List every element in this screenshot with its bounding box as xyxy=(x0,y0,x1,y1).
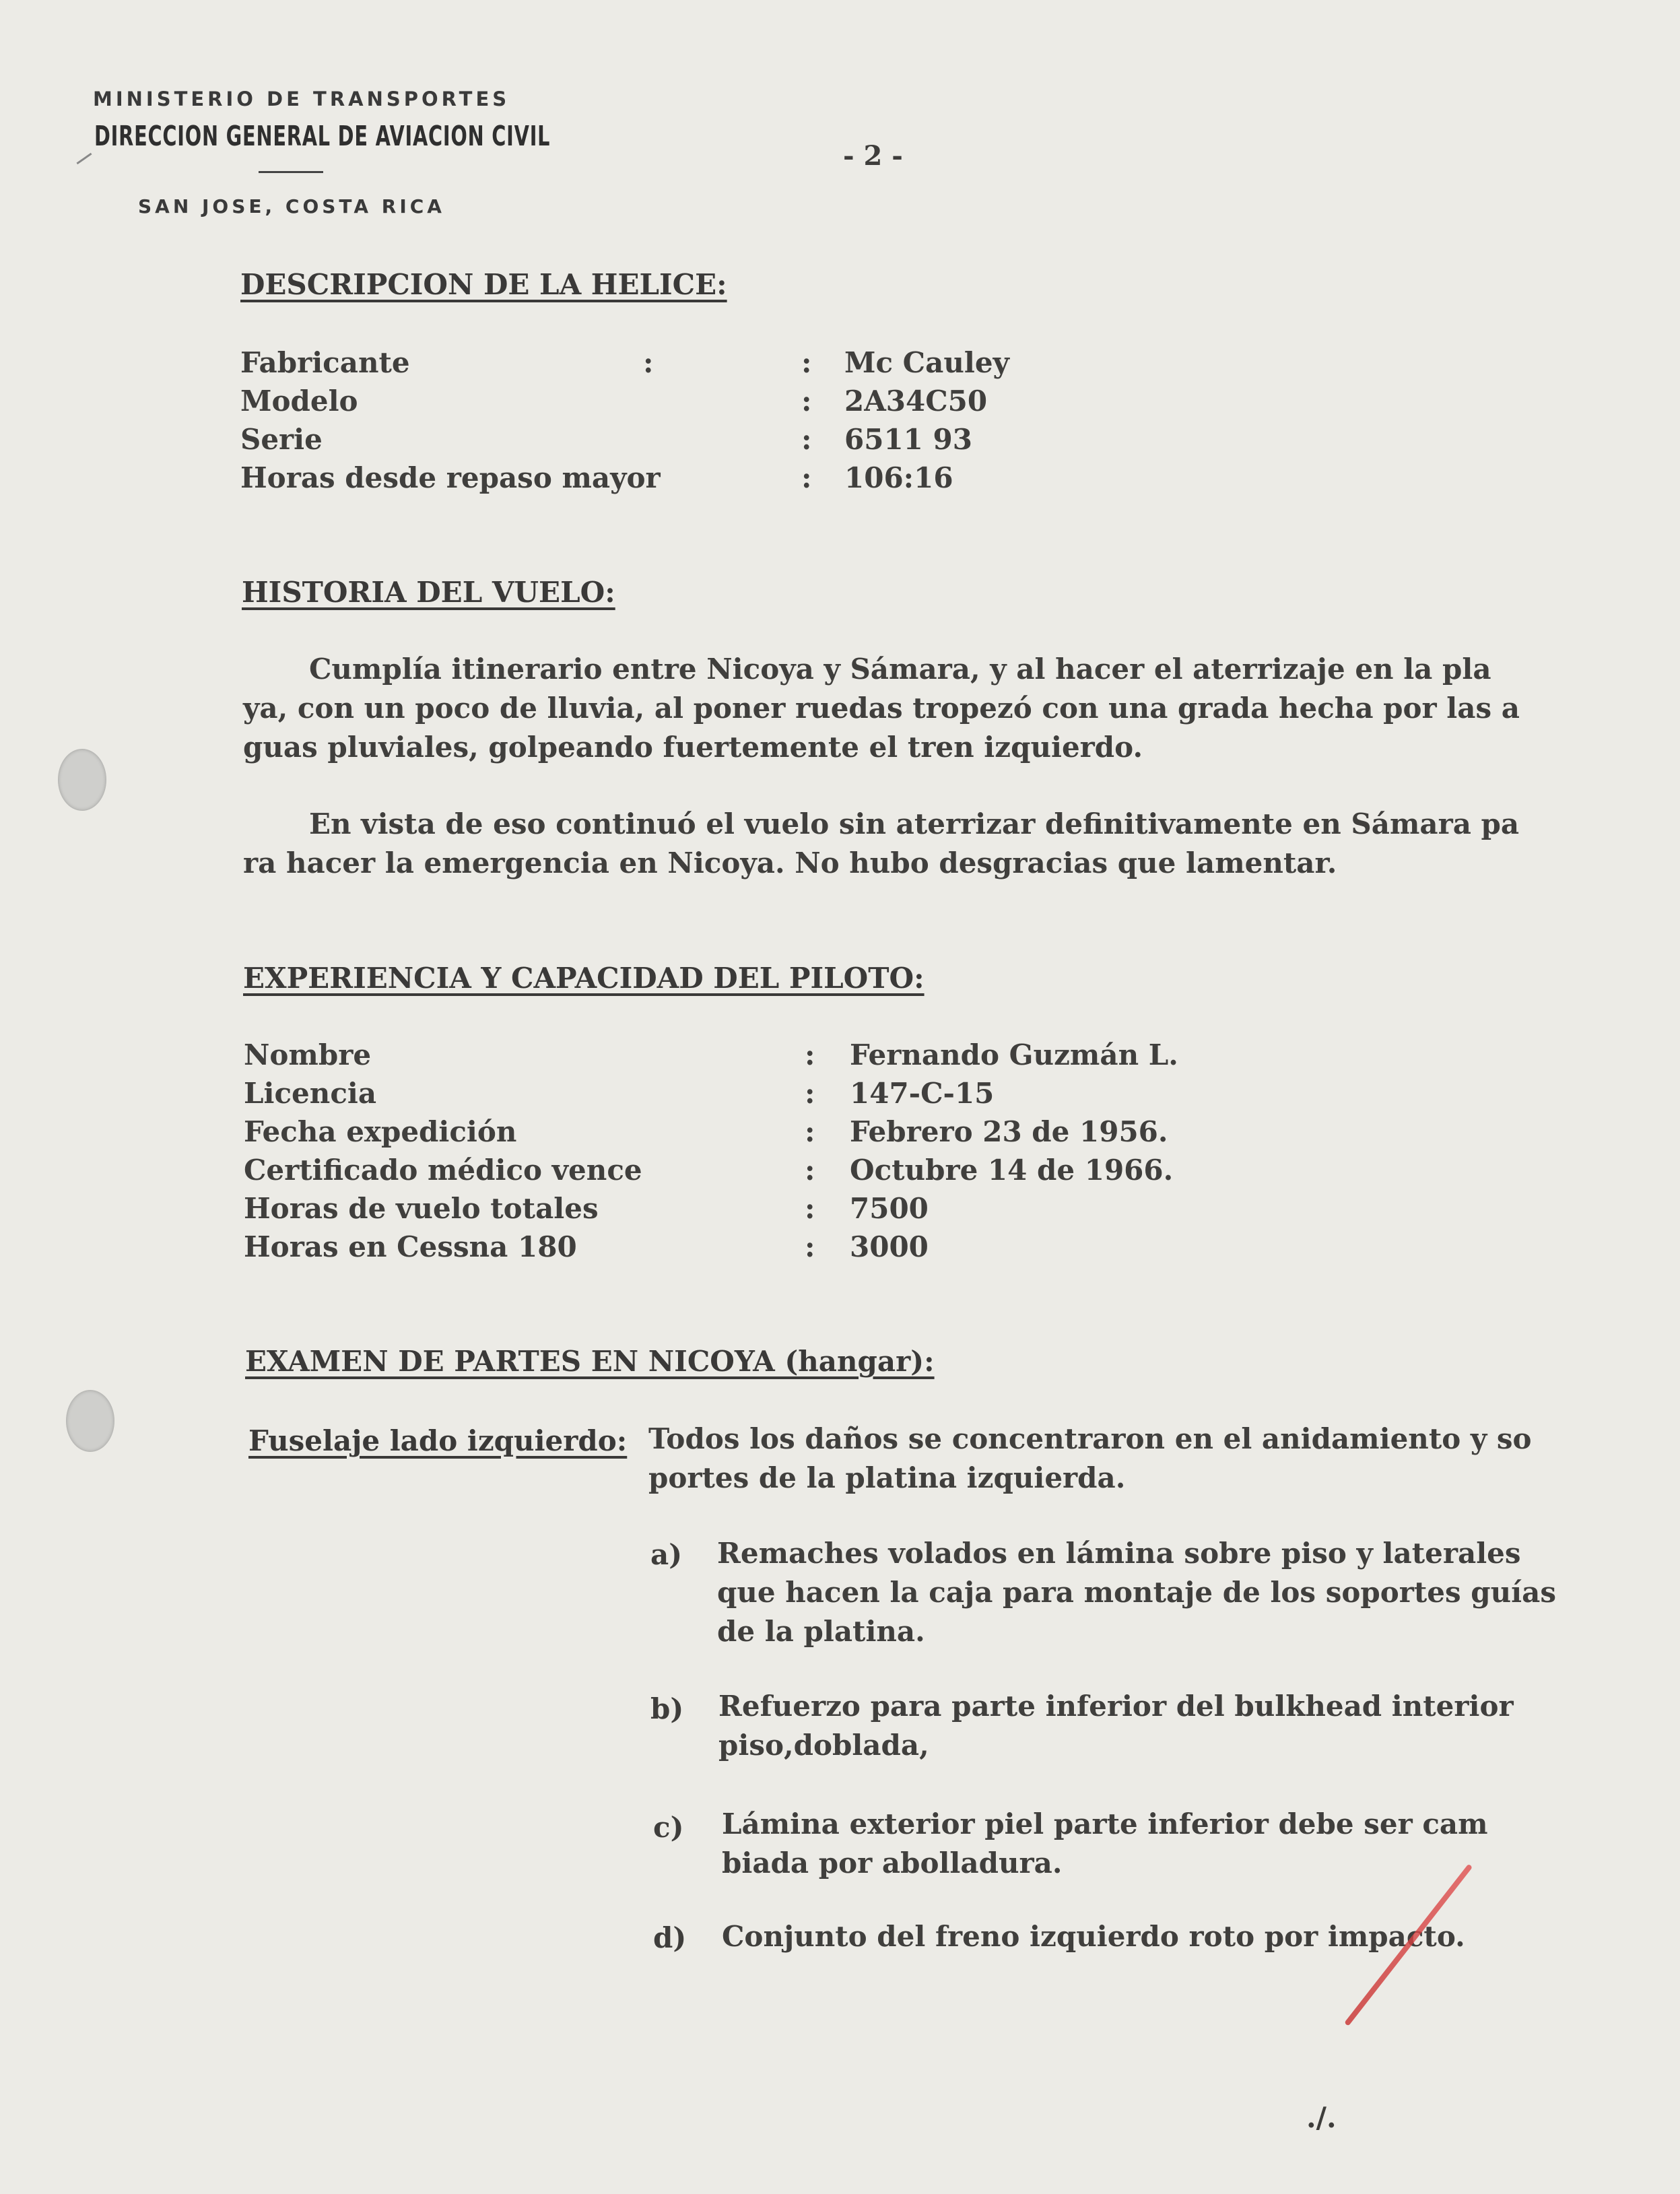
item-line: Remaches volados en lámina sobre piso y laterales xyxy=(717,1537,1521,1570)
item-text-b xyxy=(718,1687,1514,1765)
row-colon: : xyxy=(805,1154,815,1187)
section-title-piloto: EXPERIENCIA Y CAPACIDAD DEL PILOTO: xyxy=(243,962,925,995)
item-letter-a: a) xyxy=(650,1538,683,1571)
section-title-historia: HISTORIA DEL VUELO: xyxy=(242,576,615,609)
item-text-c xyxy=(722,1805,1488,1883)
row-value: 2A34C50 xyxy=(844,385,988,418)
row-label: Horas en Cessna 180 xyxy=(244,1230,577,1263)
row-label: Fecha expedición xyxy=(244,1115,517,1148)
row-value: 147-C-15 xyxy=(850,1077,995,1110)
row-label: Serie xyxy=(240,423,323,456)
row-colon: : xyxy=(805,1115,815,1148)
section-title-helice: DESCRIPCION DE LA HELICE: xyxy=(240,268,727,301)
item-line: Refuerzo para parte inferior del bulkhead interior xyxy=(718,1690,1514,1723)
row-colon: : xyxy=(805,1230,815,1263)
row-colon: : xyxy=(801,346,812,379)
item-line: Lámina exterior piel parte inferior debe ser cam xyxy=(722,1807,1488,1840)
row-label: Nombre xyxy=(244,1038,372,1071)
row-colon: : xyxy=(805,1038,815,1071)
item-line: de la platina. xyxy=(717,1615,925,1648)
paragraph-line: Todos los daños se concentraron en el anidamiento y so xyxy=(648,1422,1532,1455)
row-label: Horas desde repaso mayor xyxy=(240,461,661,494)
row-value: 7500 xyxy=(850,1192,929,1225)
punch-hole-top xyxy=(58,749,106,811)
item-line: que hacen la caja para montaje de los soportes guías xyxy=(717,1576,1556,1609)
fuselaje-label: Fuselaje lado izquierdo: xyxy=(248,1424,628,1457)
item-letter-d: d) xyxy=(653,1921,687,1954)
item-line: piso,doblada, xyxy=(718,1729,929,1762)
row-value: 6511 93 xyxy=(844,423,972,456)
row-value: Octubre 14 de 1966. xyxy=(850,1154,1174,1187)
item-line: biada por abolladura. xyxy=(722,1847,1063,1880)
row-label: Fabricante xyxy=(240,346,410,379)
row-colon: : xyxy=(801,461,812,494)
row-colon: : xyxy=(801,385,812,418)
row-label: Modelo xyxy=(240,385,358,418)
continuation-mark: ./. xyxy=(1306,2101,1337,2134)
historia-paragraph-1 xyxy=(243,650,1520,767)
row-value: 3000 xyxy=(850,1230,929,1263)
item-letter-c: c) xyxy=(653,1811,684,1844)
row-label: Horas de vuelo totales xyxy=(244,1192,599,1225)
row-colon: : xyxy=(643,346,654,379)
row-value: Febrero 23 de 1956. xyxy=(850,1115,1168,1148)
row-value: 106:16 xyxy=(844,461,953,494)
row-value: Mc Cauley xyxy=(844,346,1009,379)
row-label: Certificado médico vence xyxy=(244,1154,642,1187)
section-title-examen: EXAMEN DE PARTES EN NICOYA (hangar): xyxy=(245,1345,935,1378)
paragraph-line: portes de la platina izquierda. xyxy=(648,1461,1126,1494)
row-label: Licencia xyxy=(244,1077,377,1110)
row-colon: : xyxy=(805,1192,815,1225)
item-line: Conjunto del freno izquierdo roto por impacto. xyxy=(722,1920,1465,1953)
paragraph-line: ra hacer la emergencia en Nicoya. No hubo desgracias que lamentar. xyxy=(243,846,1337,879)
row-value: Fernando Guzmán L. xyxy=(850,1038,1178,1071)
letterhead-direction: DIRECCION GENERAL DE AVIACION CIVIL xyxy=(94,120,551,152)
paragraph-line: ya, con un poco de lluvia, al poner ruedas tropezó con una grada hecha por las a xyxy=(243,692,1520,725)
punch-hole-bottom xyxy=(66,1390,114,1452)
row-colon: : xyxy=(801,423,812,456)
historia-paragraph-2 xyxy=(243,805,1519,883)
row-colon: : xyxy=(805,1077,815,1110)
page-number: - 2 - xyxy=(843,140,903,172)
item-text-d xyxy=(722,1917,1465,1956)
letterhead-city: SAN JOSE, COSTA RICA xyxy=(138,195,445,218)
examen-intro xyxy=(648,1420,1532,1498)
letterhead-ministry: MINISTERIO DE TRANSPORTES xyxy=(93,88,510,110)
item-letter-b: b) xyxy=(650,1692,684,1725)
paragraph-line: En vista de eso continuó el vuelo sin aterrizar definitivamente en Sámara pa xyxy=(309,807,1520,840)
letterhead-divider xyxy=(259,171,323,173)
pencil-mark xyxy=(76,153,92,164)
item-text-a xyxy=(717,1534,1556,1651)
paragraph-line: guas pluviales, golpeando fuertemente el tren izquierdo. xyxy=(243,731,1143,764)
paragraph-line: Cumplía itinerario entre Nicoya y Sámara, y al hacer el aterrizaje en la pla xyxy=(309,653,1491,686)
